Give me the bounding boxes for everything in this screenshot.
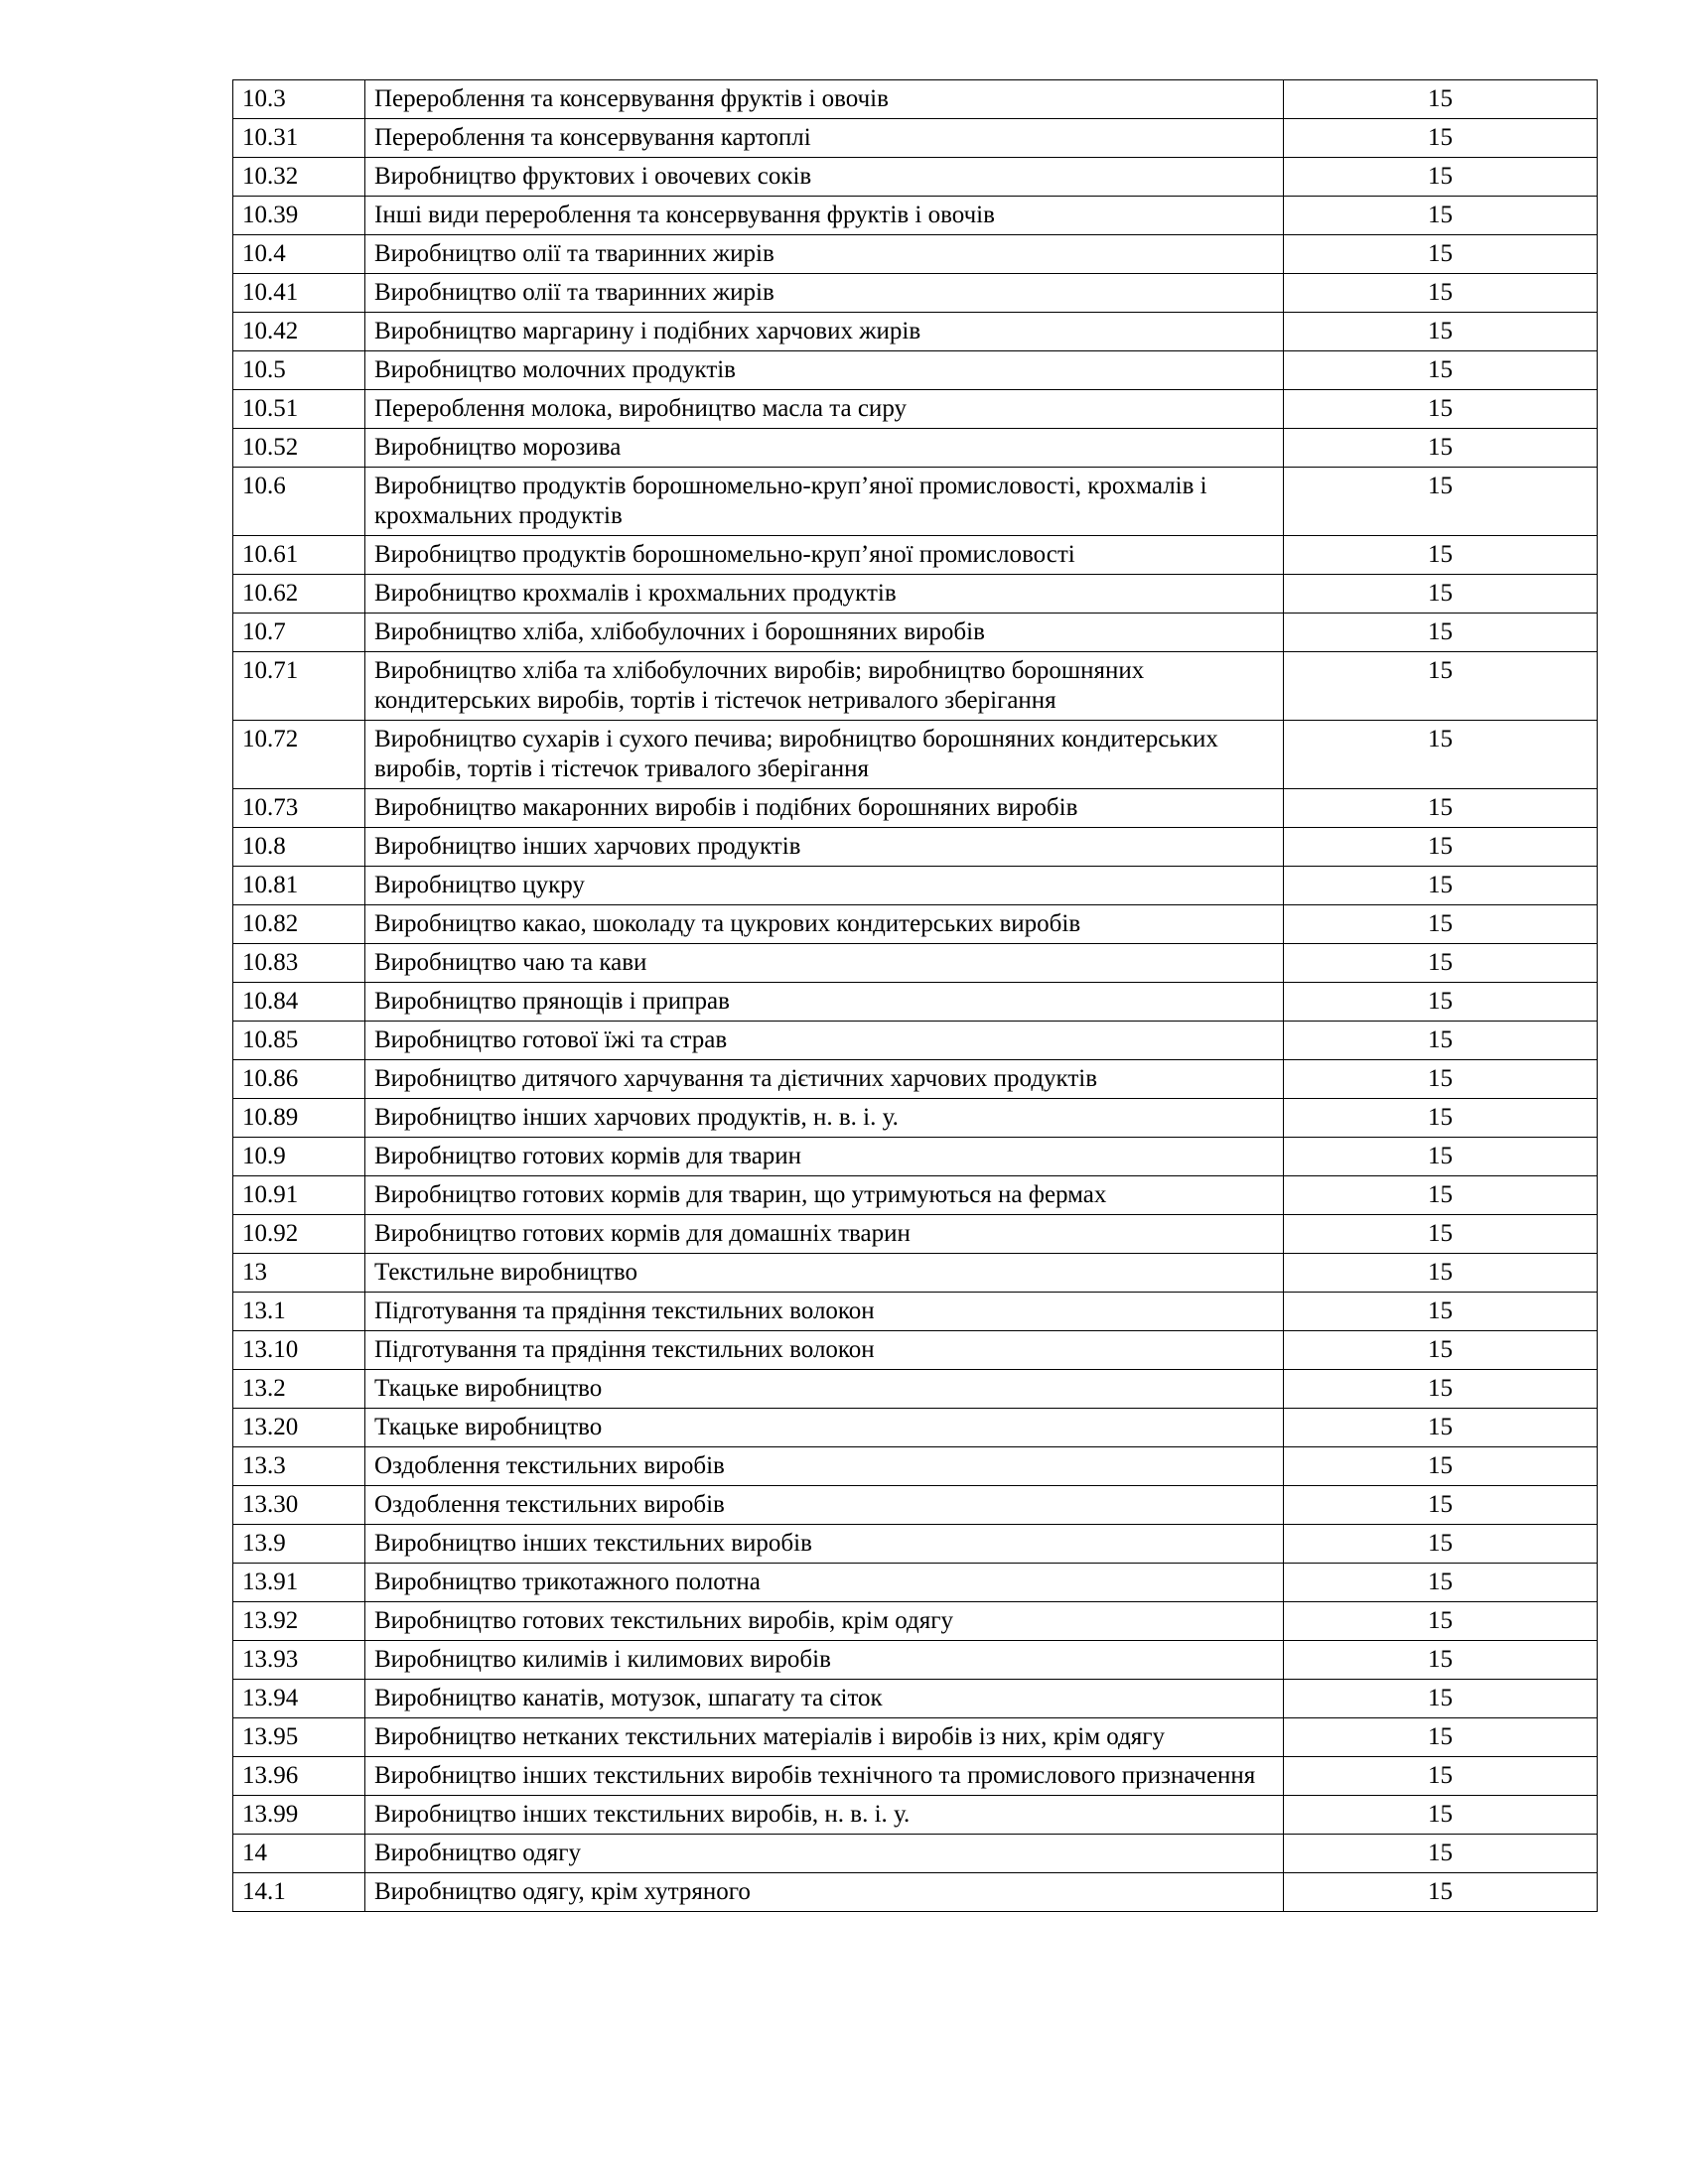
- value-cell: 15: [1284, 721, 1598, 789]
- table-row: [233, 1331, 1598, 1370]
- table-row: [233, 1796, 1598, 1835]
- code-cell: 10.62: [233, 575, 365, 614]
- code-cell: 10.5: [233, 351, 365, 390]
- table-row: [233, 1757, 1598, 1796]
- description-cell: Перероблення та консервування картоплі: [365, 119, 1284, 158]
- value-cell: 15: [1284, 158, 1598, 197]
- table-row: [233, 235, 1598, 274]
- value-cell: 15: [1284, 828, 1598, 867]
- description-cell: Виробництво килимів і килимових виробів: [365, 1641, 1284, 1680]
- table-row: [233, 828, 1598, 867]
- code-cell: 13.91: [233, 1564, 365, 1602]
- code-cell: 13.96: [233, 1757, 365, 1796]
- description-cell: Перероблення молока, виробництво масла та сиру: [365, 390, 1284, 429]
- code-cell: 10.32: [233, 158, 365, 197]
- code-cell: 10.8: [233, 828, 365, 867]
- value-cell: 15: [1284, 235, 1598, 274]
- value-cell: 15: [1284, 1409, 1598, 1447]
- table-row: [233, 789, 1598, 828]
- value-cell: 15: [1284, 1796, 1598, 1835]
- table-row: [233, 1486, 1598, 1525]
- description-cell: Виробництво цукру: [365, 867, 1284, 905]
- description-cell: Оздоблення текстильних виробів: [365, 1447, 1284, 1486]
- table-row: [233, 1835, 1598, 1873]
- table-row: [233, 1525, 1598, 1564]
- description-cell: Виробництво макаронних виробів і подібних борошняних виробів: [365, 789, 1284, 828]
- description-cell: Інші види перероблення та консервування фруктів і овочів: [365, 197, 1284, 235]
- table-row: [233, 944, 1598, 983]
- description-cell: Виробництво морозива: [365, 429, 1284, 468]
- description-cell: Перероблення та консервування фруктів і овочів: [365, 80, 1284, 119]
- table-row: [233, 721, 1598, 789]
- code-cell: 10.84: [233, 983, 365, 1022]
- code-cell: 13.1: [233, 1293, 365, 1331]
- description-cell: Виробництво продуктів борошномельно-круп’яної промисловості, крохмалів і крохмальних продуктів: [365, 468, 1284, 536]
- code-cell: 10.83: [233, 944, 365, 983]
- table-row: [233, 905, 1598, 944]
- description-cell: Виробництво молочних продуктів: [365, 351, 1284, 390]
- code-cell: 10.71: [233, 652, 365, 721]
- code-cell: 10.52: [233, 429, 365, 468]
- code-cell: 13.30: [233, 1486, 365, 1525]
- value-cell: 15: [1284, 274, 1598, 313]
- value-cell: 15: [1284, 1835, 1598, 1873]
- code-cell: 10.81: [233, 867, 365, 905]
- code-cell: 13.9: [233, 1525, 365, 1564]
- code-cell: 13.20: [233, 1409, 365, 1447]
- value-cell: 15: [1284, 652, 1598, 721]
- description-cell: Виробництво інших текстильних виробів, н. в. і. у.: [365, 1796, 1284, 1835]
- description-cell: Виробництво маргарину і подібних харчових жирів: [365, 313, 1284, 351]
- value-cell: 15: [1284, 1176, 1598, 1215]
- value-cell: 15: [1284, 80, 1598, 119]
- table-row: [233, 983, 1598, 1022]
- code-cell: 10.89: [233, 1099, 365, 1138]
- value-cell: 15: [1284, 905, 1598, 944]
- code-cell: 13.2: [233, 1370, 365, 1409]
- value-cell: 15: [1284, 614, 1598, 652]
- description-cell: Виробництво інших текстильних виробів технічного та промислового призначення: [365, 1757, 1284, 1796]
- table-row: [233, 1602, 1598, 1641]
- value-cell: 15: [1284, 1331, 1598, 1370]
- description-cell: Підготування та прядіння текстильних волокон: [365, 1331, 1284, 1370]
- code-cell: 10.42: [233, 313, 365, 351]
- description-cell: Виробництво трикотажного полотна: [365, 1564, 1284, 1602]
- table-row: [233, 1176, 1598, 1215]
- description-cell: Виробництво чаю та кави: [365, 944, 1284, 983]
- code-cell: 10.41: [233, 274, 365, 313]
- table-row: [233, 1293, 1598, 1331]
- table-row: [233, 429, 1598, 468]
- code-cell: 10.92: [233, 1215, 365, 1254]
- value-cell: 15: [1284, 1757, 1598, 1796]
- description-cell: Виробництво хліба та хлібобулочних виробів; виробництво борошняних кондитерських виробів, тортів і тістечок нетривалого зберігання: [365, 652, 1284, 721]
- code-cell: 14.1: [233, 1873, 365, 1912]
- description-cell: Оздоблення текстильних виробів: [365, 1486, 1284, 1525]
- code-cell: 10.61: [233, 536, 365, 575]
- code-cell: 10.4: [233, 235, 365, 274]
- code-cell: 10.86: [233, 1060, 365, 1099]
- code-cell: 10.9: [233, 1138, 365, 1176]
- table-row: [233, 313, 1598, 351]
- table-row: [233, 1060, 1598, 1099]
- description-cell: Виробництво какао, шоколаду та цукрових кондитерських виробів: [365, 905, 1284, 944]
- value-cell: 15: [1284, 1254, 1598, 1293]
- value-cell: 15: [1284, 1873, 1598, 1912]
- table-row: [233, 1564, 1598, 1602]
- value-cell: 15: [1284, 119, 1598, 158]
- table-row: [233, 119, 1598, 158]
- description-cell: Підготування та прядіння текстильних волокон: [365, 1293, 1284, 1331]
- value-cell: 15: [1284, 313, 1598, 351]
- table-row: [233, 1873, 1598, 1912]
- table-row: [233, 1254, 1598, 1293]
- description-cell: Ткацьке виробництво: [365, 1370, 1284, 1409]
- value-cell: 15: [1284, 390, 1598, 429]
- code-cell: 13: [233, 1254, 365, 1293]
- table-row: [233, 575, 1598, 614]
- value-cell: 15: [1284, 789, 1598, 828]
- description-cell: Виробництво хліба, хлібобулочних і борошняних виробів: [365, 614, 1284, 652]
- value-cell: 15: [1284, 1525, 1598, 1564]
- description-cell: Виробництво нетканих текстильних матеріалів і виробів із них, крім одягу: [365, 1718, 1284, 1757]
- code-cell: 13.95: [233, 1718, 365, 1757]
- table-row: [233, 1099, 1598, 1138]
- value-cell: 15: [1284, 1486, 1598, 1525]
- table-row: [233, 80, 1598, 119]
- description-cell: Виробництво продуктів борошномельно-круп’яної промисловості: [365, 536, 1284, 575]
- table-row: [233, 1641, 1598, 1680]
- table-row: [233, 274, 1598, 313]
- value-cell: 15: [1284, 944, 1598, 983]
- value-cell: 15: [1284, 1370, 1598, 1409]
- value-cell: 15: [1284, 1099, 1598, 1138]
- value-cell: 15: [1284, 197, 1598, 235]
- value-cell: 15: [1284, 867, 1598, 905]
- description-cell: Виробництво готових кормів для тварин: [365, 1138, 1284, 1176]
- table-row: [233, 1718, 1598, 1757]
- table-row: [233, 1680, 1598, 1718]
- description-cell: Виробництво готових текстильних виробів, крім одягу: [365, 1602, 1284, 1641]
- table-row: [233, 1022, 1598, 1060]
- value-cell: 15: [1284, 575, 1598, 614]
- table-row: [233, 468, 1598, 536]
- value-cell: 15: [1284, 429, 1598, 468]
- value-cell: 15: [1284, 1215, 1598, 1254]
- table-row: [233, 158, 1598, 197]
- value-cell: 15: [1284, 468, 1598, 536]
- description-cell: Виробництво прянощів і приправ: [365, 983, 1284, 1022]
- value-cell: 15: [1284, 1718, 1598, 1757]
- code-cell: 10.3: [233, 80, 365, 119]
- code-cell: 10.51: [233, 390, 365, 429]
- activity-codes-table: [232, 79, 1598, 1912]
- code-cell: 14: [233, 1835, 365, 1873]
- description-cell: Виробництво інших текстильних виробів: [365, 1525, 1284, 1564]
- value-cell: 15: [1284, 1293, 1598, 1331]
- description-cell: Виробництво сухарів і сухого печива; виробництво борошняних кондитерських виробів, тортів і тістечок тривалого зберігання: [365, 721, 1284, 789]
- value-cell: 15: [1284, 1564, 1598, 1602]
- value-cell: 15: [1284, 351, 1598, 390]
- description-cell: Виробництво олії та тваринних жирів: [365, 235, 1284, 274]
- description-cell: Виробництво готової їжі та страв: [365, 1022, 1284, 1060]
- value-cell: 15: [1284, 1680, 1598, 1718]
- value-cell: 15: [1284, 1447, 1598, 1486]
- description-cell: Виробництво одягу: [365, 1835, 1284, 1873]
- code-cell: 10.82: [233, 905, 365, 944]
- table-row: [233, 867, 1598, 905]
- description-cell: Текстильне виробництво: [365, 1254, 1284, 1293]
- code-cell: 10.73: [233, 789, 365, 828]
- value-cell: 15: [1284, 1602, 1598, 1641]
- table-row: [233, 1370, 1598, 1409]
- table-row: [233, 390, 1598, 429]
- code-cell: 13.94: [233, 1680, 365, 1718]
- table-row: [233, 1409, 1598, 1447]
- description-cell: Виробництво інших харчових продуктів: [365, 828, 1284, 867]
- value-cell: 15: [1284, 983, 1598, 1022]
- code-cell: 13.3: [233, 1447, 365, 1486]
- description-cell: Виробництво інших харчових продуктів, н. в. і. у.: [365, 1099, 1284, 1138]
- description-cell: Виробництво олії та тваринних жирів: [365, 274, 1284, 313]
- code-cell: 10.31: [233, 119, 365, 158]
- value-cell: 15: [1284, 1022, 1598, 1060]
- table-row: [233, 1215, 1598, 1254]
- table-row: [233, 1447, 1598, 1486]
- table-row: [233, 197, 1598, 235]
- code-cell: 13.92: [233, 1602, 365, 1641]
- description-cell: Виробництво крохмалів і крохмальних продуктів: [365, 575, 1284, 614]
- description-cell: Виробництво одягу, крім хутряного: [365, 1873, 1284, 1912]
- description-cell: Ткацьке виробництво: [365, 1409, 1284, 1447]
- table-row: [233, 351, 1598, 390]
- code-cell: 10.85: [233, 1022, 365, 1060]
- code-cell: 10.6: [233, 468, 365, 536]
- table-row: [233, 614, 1598, 652]
- code-cell: 13.99: [233, 1796, 365, 1835]
- code-cell: 13.10: [233, 1331, 365, 1370]
- code-cell: 10.39: [233, 197, 365, 235]
- code-cell: 10.7: [233, 614, 365, 652]
- code-cell: 10.91: [233, 1176, 365, 1215]
- description-cell: Виробництво готових кормів для тварин, що утримуються на фермах: [365, 1176, 1284, 1215]
- value-cell: 15: [1284, 536, 1598, 575]
- description-cell: Виробництво дитячого харчування та дієтичних харчових продуктів: [365, 1060, 1284, 1099]
- table-row: [233, 652, 1598, 721]
- table-row: [233, 1138, 1598, 1176]
- description-cell: Виробництво готових кормів для домашніх тварин: [365, 1215, 1284, 1254]
- code-cell: 13.93: [233, 1641, 365, 1680]
- table-body: [233, 80, 1598, 1912]
- value-cell: 15: [1284, 1641, 1598, 1680]
- code-cell: 10.72: [233, 721, 365, 789]
- value-cell: 15: [1284, 1138, 1598, 1176]
- description-cell: Виробництво фруктових і овочевих соків: [365, 158, 1284, 197]
- value-cell: 15: [1284, 1060, 1598, 1099]
- table-row: [233, 536, 1598, 575]
- description-cell: Виробництво канатів, мотузок, шпагату та сіток: [365, 1680, 1284, 1718]
